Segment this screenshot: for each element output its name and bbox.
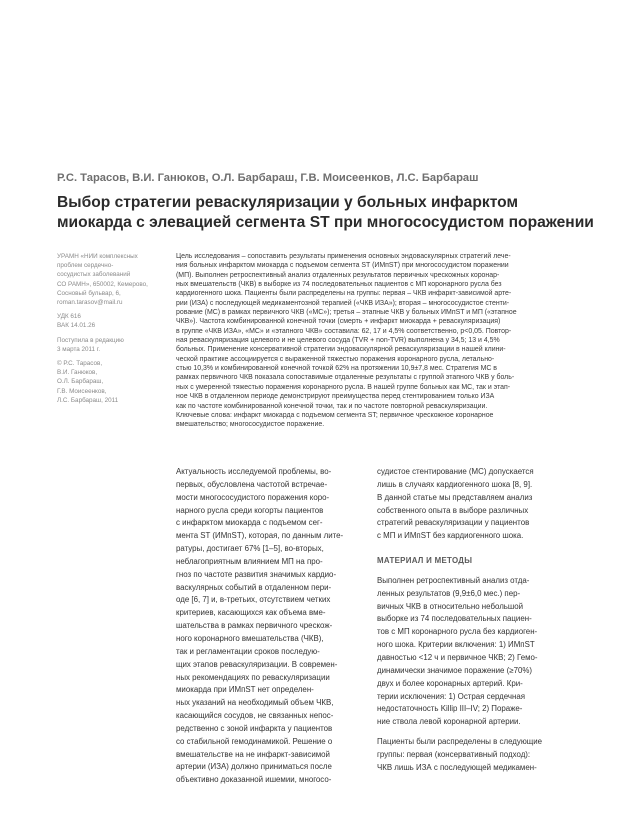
copyright-line: В.И. Ганюков,: [57, 369, 98, 377]
body-line: ленных результатов (9,9±6,0 мес.) пер-: [377, 588, 521, 598]
copyright-line: © Р.С. Тарасов,: [57, 360, 103, 368]
abstract-line: рование (МС) в рамках первичного ЧКВ («МС»); третья – этапные ЧКВ у больных ИМпST и МП («этапное: [176, 309, 517, 317]
article-title: [57, 193, 594, 233]
body-line: выборке из 74 последовательных пациен-: [377, 614, 532, 624]
body-line: ного шока. Критерии включения: 1) ИМпST: [377, 640, 535, 650]
body-line: группы: первая (консервативный подход):: [377, 749, 531, 759]
copyright-line: О.Л. Барбараш,: [57, 378, 104, 386]
affiliation: [57, 252, 175, 307]
body-line: Актуальность исследуемой проблемы, во-: [176, 467, 332, 476]
affiliation-line: СО РАМН», 650002, Кемерово,: [57, 280, 148, 288]
received-date: [57, 336, 175, 354]
body-line: ных указаний на необходимый объем ЧКВ,: [176, 698, 334, 708]
body-line: судистое стентирование (МС) допускается: [377, 467, 534, 476]
body-line: с инфарктом миокарда с подъемом сег-: [176, 518, 323, 528]
body-line: с МП и ИМпST без кардиогенного шока.: [377, 531, 524, 541]
body-line: давностью <12 ч и первичное ЧКВ; 2) Гемо-: [377, 652, 538, 662]
abstract-line: кардиогенного шока. Пациенты были распределены на группы: первая – ЧКВ инфаркт-зависимой арте-: [176, 290, 512, 298]
article-metadata: [57, 252, 175, 410]
title-line: Выбор стратегии реваскуляризации у больных инфарктом: [57, 194, 518, 211]
affiliation-line: проблем сердечно-: [57, 262, 114, 270]
abstract-line: как по частоте комбинированной конечной точки, так и по частоте повторной реваскуляризации.: [176, 402, 488, 410]
body-line: мента ST (ИМпST), которая, по данным лите-: [176, 531, 344, 541]
body-line: недостаточность Killip III–IV; 2) Пораже-: [377, 704, 523, 714]
affiliation-line: сосудистых заболеваний: [57, 271, 131, 279]
article-authors: Р.С. Тарасов, В.И. Ганюков, О.Л. Барбараш, Г.В. Моисеенков, Л.С. Барбараш: [57, 172, 479, 184]
abstract-line: ных с умеренной тяжестью поражения коронарного русла. В нашей группе больных как МС, так и этап-: [176, 383, 511, 391]
body-line: миокарда при ИМпST нет определен-: [176, 685, 314, 695]
body-line: мости многососудистого поражения коро-: [176, 492, 330, 502]
body-column-right: [377, 466, 572, 775]
copyright: [57, 359, 175, 405]
abstract-line: ное ЧКВ в отдаленном периоде демонстрируют преимущества перед стентированием только ИЗА: [176, 393, 495, 401]
body-line: объективно доказанной ишемии, многосо-: [176, 775, 332, 785]
copyright-line: Л.С. Барбараш, 2011: [57, 396, 119, 404]
body-line: Пациенты были распределены в следующие: [377, 737, 543, 747]
abstract-line: рамках первичного ЧКВ показала сопоставимые отдаленные результаты с группой этапного ЧКВ у боль-: [176, 374, 515, 382]
body-line: терии исключения: 1) Острая сердечная: [377, 691, 526, 701]
body-line: стратегий реваскуляризации у пациентов: [377, 518, 530, 528]
body-line: так и регламентации сроков последую-: [176, 646, 320, 656]
body-line: ЧКВ лишь ИЗА с последующей медикамен-: [377, 762, 537, 772]
affiliation-line: Сосновый бульвар, 6,: [57, 289, 121, 297]
body-line: двух и более коронарных артерий. Кри-: [377, 678, 523, 688]
body-line: со стабильной гемодинамикой. Решение о: [176, 736, 333, 746]
body-line: васкулярных событий в отдаленном пери-: [176, 582, 332, 592]
abstract-line: рии (ИЗА) с последующей медикаментозной терапией («ЧКВ ИЗА»); вторая – многососудистое стенти-: [176, 299, 510, 307]
affiliation-line: УРАМН «НИИ комплексных: [57, 253, 138, 260]
received-line: 3 марта 2011 г.: [57, 345, 101, 353]
body-line: ных рекомендациях по реваскуляризации: [176, 672, 330, 682]
classification-codes: [57, 312, 175, 330]
abstract-line: ЧКВ»). Частота комбинированной конечной точки (смерть + инфаркт миокарда + реваскуляризация): [176, 318, 501, 326]
received-line: Поступила в редакцию: [57, 336, 124, 344]
body-line: гноз по частоте развития значимых кардио-: [176, 569, 337, 579]
keywords-line: Ключевые слова: инфаркт миокарда с подъемом сегмента ST; первичное чрескожное коронарное: [176, 411, 494, 419]
abstract: [176, 252, 576, 430]
body-line: нарного русла среди когорты пациентов: [176, 505, 324, 515]
body-line: оде [6, 7] и, в-третьих, отсутствием четких: [176, 595, 331, 605]
udk-code: УДК 616: [57, 313, 81, 321]
body-line: В данной статье мы представляем анализ: [377, 492, 533, 502]
abstract-line: ных вмешательств (ЧКВ) в выборке из 74 последовательных пациентов с МП коронарного русла без: [176, 281, 502, 289]
abstract-line: Цель исследования – сопоставить результаты применения основных эндоваскулярных стратегий лече-: [176, 253, 511, 260]
abstract-line: больных. Применение консервативной стратегии эндоваскулярной реваскуляризации в нашей клини-: [176, 346, 506, 354]
abstract-line: (МП). Выполнен ретроспективный анализ отдаленных результатов первичных чрескожных коронар-: [176, 271, 500, 279]
title-line: миокарда с элевацией сегмента ST при многососудистом поражении: [57, 214, 594, 231]
body-line: лишь в случаях кардиогенного шока [8, 9].: [377, 479, 533, 489]
body-line: вмешательстве на не инфаркт-зависимой: [176, 749, 330, 759]
abstract-line: стью 10,3% и комбинированной конечной точкой 62% на протяжении 10,9±7,8 мес. Стратегия МС в: [176, 365, 497, 373]
body-line: ние ствола левой коронарной артерии.: [377, 717, 521, 727]
abstract-line: ная реваскуляризация целевого и не целевого сосуда (TVR + non-TVR) выполнена у 34,5; 13 и 4,5%: [176, 337, 500, 345]
author-email: roman.tarasov@mail.ru: [57, 299, 123, 307]
vak-code: ВАК 14.01.26: [57, 322, 96, 330]
body-column-left: [176, 466, 364, 787]
body-line: собственного опыта в выборе различных: [377, 505, 529, 515]
abstract-line: ния больных инфарктом миокарда с подъемом сегмента ST (ИМпST) при многососудистом поражении: [176, 262, 509, 270]
body-line: ратуры, достигает 67% [1–5], во-вторых,: [176, 544, 324, 554]
body-line: неблагоприятным влиянием МП на про-: [176, 556, 323, 566]
copyright-line: Г.В. Моисеенков,: [57, 387, 107, 395]
body-line: артерии (ИЗА) должно приниматься после: [176, 762, 332, 772]
body-line: первых, обусловлена частотой встречае-: [176, 479, 328, 489]
body-line: редственно с зоной инфаркта у пациентов: [176, 723, 333, 733]
keywords-line: вмешательство; многососудистое поражение.: [176, 421, 325, 429]
body-line: критериев, касающихся как объема вме-: [176, 608, 326, 618]
body-line: тов с МП коронарного русла без кардиоген-: [377, 627, 538, 637]
body-line: щих этапов реваскуляризации. В современ-: [176, 659, 338, 669]
body-line: шательства в рамках первичного чрескож-: [176, 621, 333, 631]
body-line: динамически значимое поражение (≥70%): [377, 665, 533, 675]
body-line: ного коронарного вмешательства (ЧКВ),: [176, 633, 324, 643]
abstract-line: в группе «ЧКВ ИЗА», «МС» и «этапного ЧКВ» составила: 62, 17 и 4,5% соответственно, р<0,05. Повтор-: [176, 327, 512, 335]
abstract-line: ческой практике ассоциируется с выраженной тяжестью поражения коронарного русла, летально-: [176, 355, 495, 363]
body-line: вичных ЧКВ в относительно небольшой: [377, 601, 524, 611]
body-line: Выполнен ретроспективный анализ отда-: [377, 575, 530, 585]
body-line: касающийся сосудов, не связанных непос-: [176, 711, 334, 721]
section-heading: МАТЕРИАЛ И МЕТОДЫ: [377, 556, 473, 566]
